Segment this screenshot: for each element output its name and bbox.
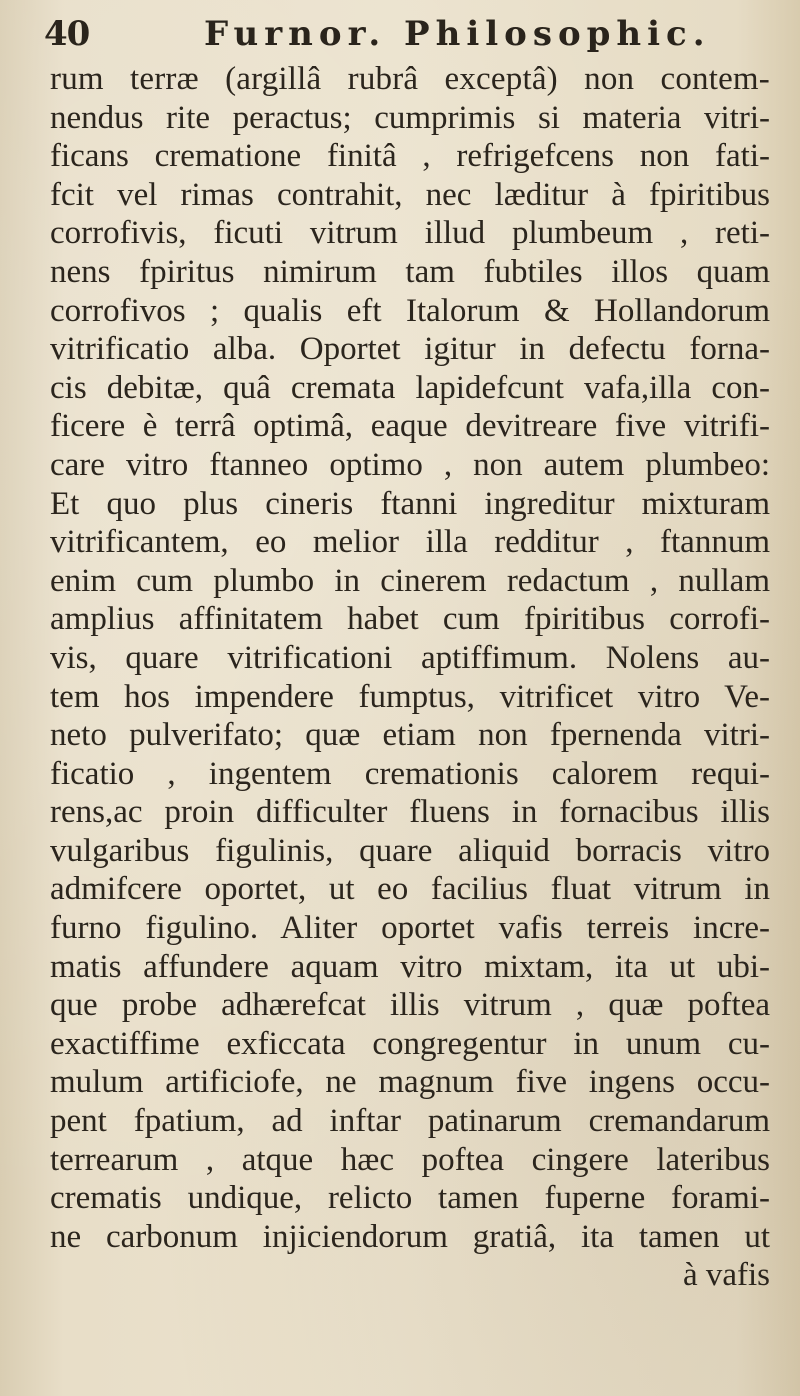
text-line: ne carbonum injiciendorum gratiâ, ita tamen ut (50, 1218, 770, 1255)
text-line: neto pulverifato; quæ etiam non fpernenda vitri- (50, 717, 770, 754)
text-line: fcit vel rimas contrahit, nec læditur à fpiritibus (50, 176, 770, 213)
text-line: que probe adhærefcat illis vitrum , quæ poftea (50, 987, 770, 1024)
text-line: rens,ac proin difficulter fluens in fornacibus illis (50, 794, 770, 831)
text-line: admifcere oportet, ut eo facilius fluat vitrum in (50, 871, 770, 908)
text-line: pent fpatium, ad inftar patinarum cremandarum (50, 1103, 770, 1140)
text-line: vitrificatio alba. Oportet igitur in defectu forna- (50, 331, 770, 368)
text-line: nendus rite peractus; cumprimis si materia vitri- (50, 99, 770, 136)
text-line: ficatio , ingentem cremationis calorem requi- (50, 755, 770, 792)
text-line: vis, quare vitrificationi aptiffimum. Nolens au- (50, 639, 770, 676)
body-text (50, 60, 770, 1295)
text-line: ficans crematione finitâ , refrigefcens non fati- (50, 138, 770, 175)
text-line: enim cum plumbo in cinerem redactum , nullam (50, 562, 770, 599)
catchword: à vafis (682, 1257, 770, 1294)
text-line: corrofivis, ficuti vitrum illud plumbeum , reti- (50, 215, 770, 252)
text-line: nens fpiritus nimirum tam fubtiles illos quam (50, 253, 770, 290)
running-head (44, 10, 764, 58)
running-title: Furnor. Philosophic. (204, 14, 711, 54)
text-line: vitrificantem, eo melior illa redditur , ftannum (50, 524, 770, 561)
text-line: crematis undique, relicto tamen fuperne forami- (50, 1180, 770, 1217)
text-line: Et quo plus cineris ftanni ingreditur mixturam (50, 485, 770, 522)
text-line: matis affundere aquam vitro mixtam, ita ut ubi- (50, 948, 770, 985)
text-line: cis debitæ, quâ cremata lapidefcunt vafa,illa con- (50, 369, 770, 406)
text-line: exactiffime exficcata congregentur in unum cu- (50, 1025, 770, 1062)
text-line: furno figulino. Aliter oportet vafis terreis incre- (50, 910, 770, 947)
text-line: amplius affinitatem habet cum fpiritibus corrofi- (50, 601, 770, 638)
text-line: corrofivos ; qualis eft Italorum & Hollandorum (50, 292, 770, 329)
text-line: terrearum , atque hæc poftea cingere lateribus (50, 1141, 770, 1178)
text-line: rum terræ (argillâ rubrâ exceptâ) non contem- (50, 61, 770, 97)
page-number: 40 (44, 14, 90, 54)
text-line: care vitro ftanneo optimo , non autem plumbeo: (50, 446, 770, 483)
text-line: tem hos impendere fumptus, vitrificet vitro Ve- (50, 678, 770, 715)
text-line: vulgaribus figulinis, quare aliquid borracis vitro (50, 832, 770, 869)
text-line: mulum artificiofe, ne magnum five ingens occu- (50, 1064, 770, 1101)
text-line: ficere è terrâ optimâ, eaque devitreare five vitrifi- (50, 408, 770, 445)
